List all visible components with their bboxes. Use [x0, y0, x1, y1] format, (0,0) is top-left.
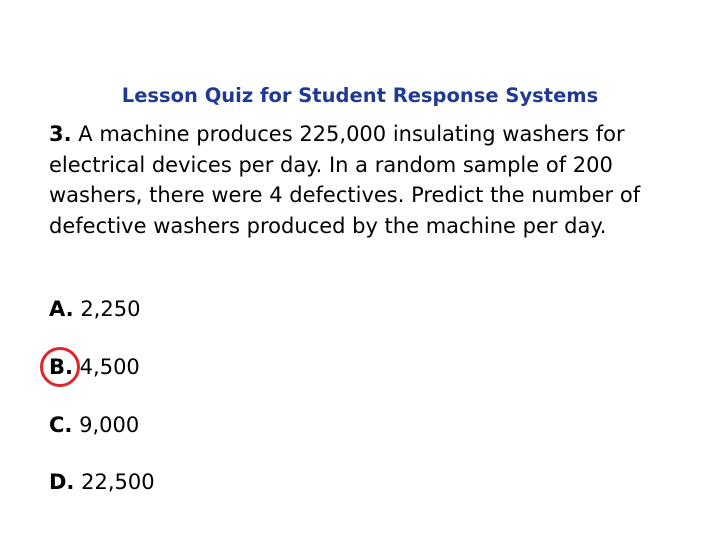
choice-letter: C. — [49, 413, 73, 437]
question-block — [49, 119, 699, 241]
choice-b[interactable] — [49, 354, 140, 380]
choice-value: 22,500 — [81, 470, 155, 494]
choice-value: 9,000 — [79, 413, 140, 437]
choice-a[interactable] — [49, 296, 140, 322]
quiz-title: Lesson Quiz for Student Response Systems — [121, 84, 599, 107]
question-number: 3. — [49, 122, 72, 146]
choice-d[interactable] — [49, 469, 155, 495]
choice-value: 4,500 — [79, 355, 140, 379]
choice-letter: B. — [49, 355, 73, 379]
choice-letter: A. — [49, 297, 74, 321]
question-text: A machine produces 225,000 insulating washers for electrical devices per day. In a random sample of 200 washers, there were 4 defectives. Predict the number of defective washers produced by the machine per day. — [49, 122, 641, 238]
choice-value: 2,250 — [80, 297, 141, 321]
choice-letter: D. — [49, 470, 75, 494]
choice-c[interactable] — [49, 412, 139, 438]
